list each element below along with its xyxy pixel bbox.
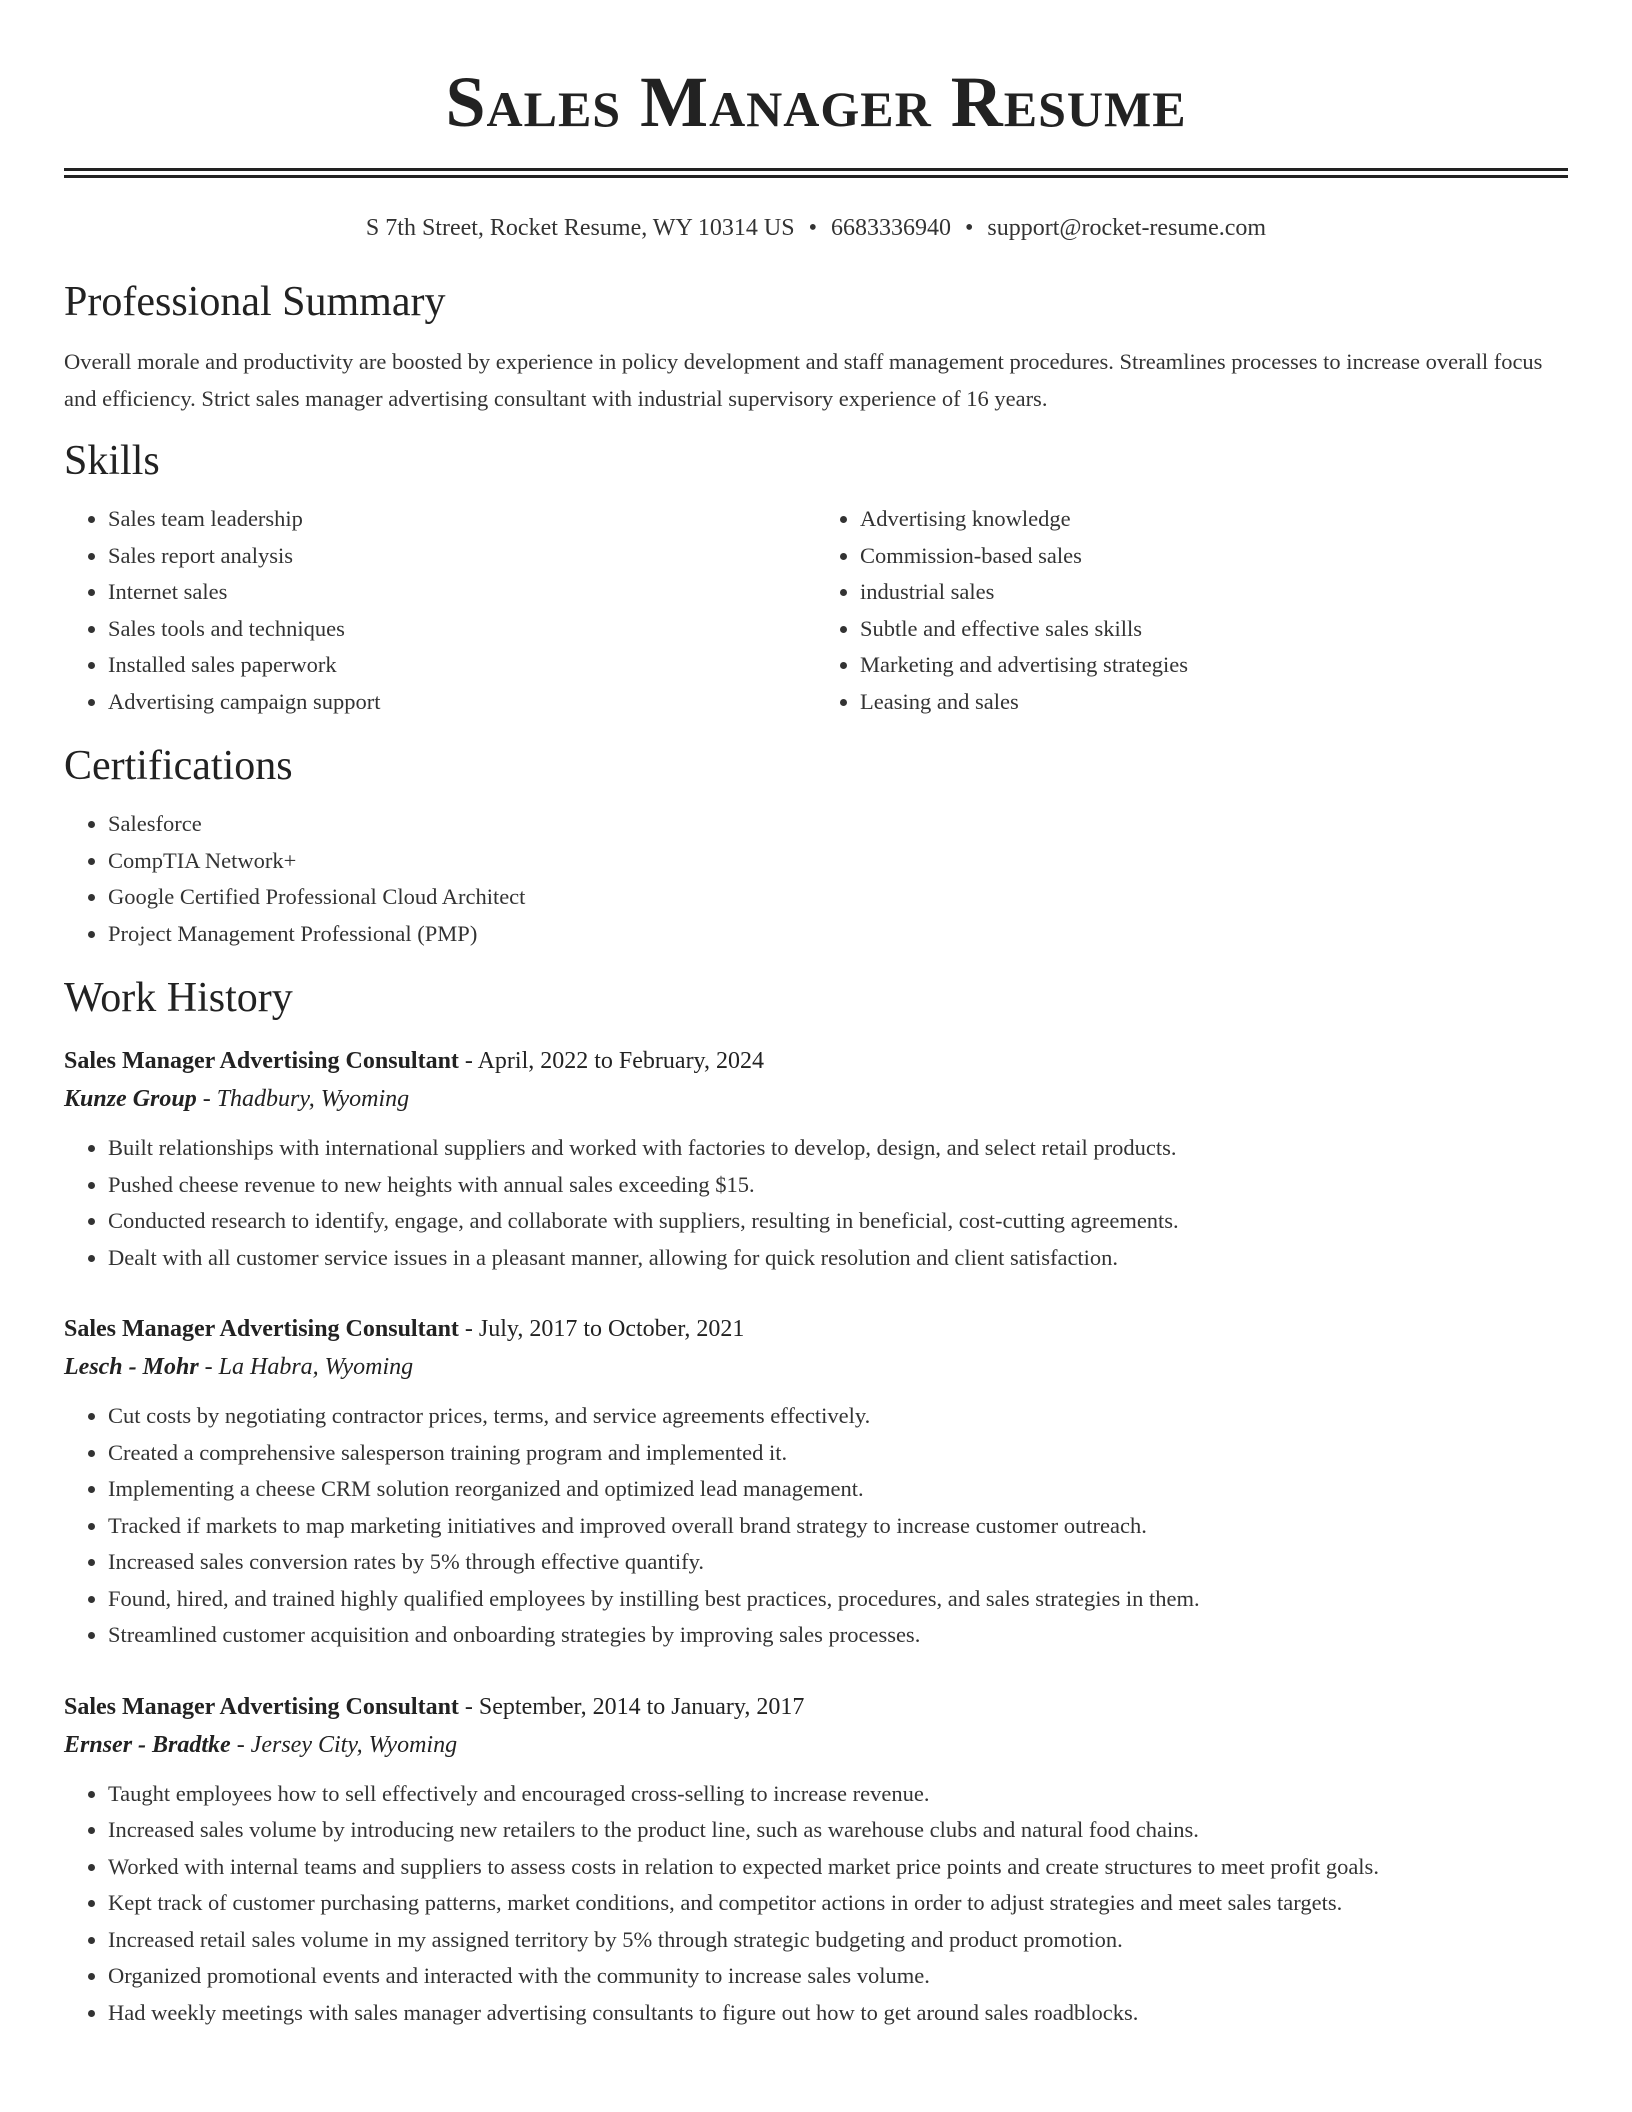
page-title: Sales Manager Resume [445, 62, 1187, 142]
job-bullet: • Organized promotional events and interacted with the community to increase sales volume. [108, 1958, 1568, 1995]
contact-address: S 7th Street, Rocket Resume, WY 10314 US [365, 215, 795, 241]
job-bullet: • Increased retail sales volume in my assigned territory by 5% through strategic budgeting and product promotion. [108, 1922, 1568, 1959]
skill-item: • Advertising campaign support [108, 684, 816, 721]
job-dates: - July, 2017 to October, 2021 [458, 1316, 745, 1342]
job-title: Sales Manager Advertising Consultant [64, 1316, 459, 1342]
job-entry [64, 1310, 1568, 1654]
job-bullet: • Increased sales conversion rates by 5% through effective quantify. [108, 1544, 1568, 1581]
job-bullet: • Taught employees how to sell effectively and encouraged cross-selling to increase revenue. [108, 1776, 1568, 1813]
job-entry [64, 1688, 1568, 2032]
certification-item: • Salesforce [108, 806, 1568, 843]
job-bullet: • Dealt with all customer service issues in a pleasant manner, allowing for quick resolution and client satisfaction. [108, 1240, 1568, 1277]
job-entry [64, 1042, 1568, 1276]
job-header [64, 1042, 1568, 1080]
summary-text: Overall morale and productivity are boosted by experience in policy development and staff management procedures. Streamlines processes to increase overall focus and efficiency. Strict sales manager advertising consultant with industrial supervisory experience of 16 years. [64, 349, 1543, 411]
job-header [64, 1688, 1568, 1726]
job-bullet: • Created a comprehensive salesperson training program and implemented it. [108, 1435, 1568, 1472]
job-bullet: • Found, hired, and trained highly qualified employees by instilling best practices, procedures, and sales strategies in them. [108, 1581, 1568, 1618]
contact-email: support@rocket-resume.com [987, 215, 1267, 241]
job-employer [64, 1080, 1568, 1118]
skill-item: • Subtle and effective sales skills [860, 611, 1568, 648]
job-bullet: • Conducted research to identify, engage, and collaborate with suppliers, resulting in beneficial, cost-cutting agreements. [108, 1203, 1568, 1240]
contact-separator: • [808, 215, 817, 241]
skills-columns [64, 501, 1568, 720]
section-heading-work: Work History [64, 975, 293, 1021]
contact-phone: 6683336940 [830, 215, 951, 241]
skills-list-right [816, 501, 1568, 720]
job-location: - Thadbury, Wyoming [196, 1086, 410, 1112]
certification-item: • Project Management Professional (PMP) [108, 916, 1568, 953]
contact-separator: • [964, 215, 974, 241]
skill-item: • industrial sales [860, 574, 1568, 611]
skill-item: • Sales team leadership [108, 501, 816, 538]
work-section [64, 972, 1568, 2031]
job-bullet: • Implementing a cheese CRM solution reorganized and optimized lead management. [108, 1471, 1568, 1508]
job-bullet: • Had weekly meetings with sales manager advertising consultants to figure out how to get around sales roadblocks. [108, 1995, 1568, 2032]
job-dates: - September, 2014 to January, 2017 [458, 1693, 805, 1720]
job-employer [64, 1348, 1568, 1386]
skill-item: • Internet sales [108, 574, 816, 611]
job-bullet: • Pushed cheese revenue to new heights with annual sales exceeding $15. [108, 1167, 1568, 1204]
job-employer [64, 1726, 1568, 1764]
summary-section [64, 276, 1568, 417]
certification-item: • Google Certified Professional Cloud Architect [108, 879, 1568, 916]
job-company: Ernser - Bradtke [64, 1731, 231, 1758]
job-header [64, 1310, 1568, 1348]
skill-item: • Marketing and advertising strategies [860, 647, 1568, 684]
job-bullet: • Built relationships with international suppliers and worked with factories to develop, design, and select retail products. [108, 1130, 1568, 1167]
skill-item: • Sales tools and techniques [108, 611, 816, 648]
job-bullet: • Increased sales volume by introducing new retailers to the product line, such as warehouse clubs and natural food chains. [108, 1812, 1568, 1849]
job-bullet: • Cut costs by negotiating contractor prices, terms, and service agreements effectively. [108, 1398, 1568, 1435]
job-bullets [64, 1130, 1568, 1276]
skills-section [64, 435, 1568, 720]
title-divider [64, 168, 1568, 178]
job-bullets [64, 1398, 1568, 1654]
job-bullet: • Tracked if markets to map marketing initiatives and improved overall brand strategy to increase customer outreach. [108, 1508, 1568, 1545]
section-heading-skills: Skills [64, 438, 160, 484]
job-list [64, 1042, 1568, 2031]
job-bullet: • Worked with internal teams and suppliers to assess costs in relation to expected market price points and create structures to meet profit goals. [108, 1849, 1568, 1886]
section-heading-certifications: Certifications [64, 743, 293, 789]
skill-item: • Advertising knowledge [860, 501, 1568, 538]
job-title: Sales Manager Advertising Consultant [64, 1693, 459, 1720]
job-bullet: • Streamlined customer acquisition and onboarding strategies by improving sales processes. [108, 1617, 1568, 1654]
skill-item: • Installed sales paperwork [108, 647, 816, 684]
certification-item: • CompTIA Network+ [108, 843, 1568, 880]
job-company: Kunze Group [64, 1086, 197, 1112]
job-bullet: • Kept track of customer purchasing patterns, market conditions, and competitor actions in order to adjust strategies and meet sales targets. [108, 1885, 1568, 1922]
certifications-section [64, 740, 1568, 952]
job-company: Lesch - Mohr [64, 1354, 199, 1380]
job-bullets [64, 1776, 1568, 2032]
skill-item: • Sales report analysis [108, 538, 816, 575]
section-heading-summary: Professional Summary [64, 279, 446, 325]
certifications-list [64, 806, 1568, 952]
skills-list-left [64, 501, 816, 720]
job-location: - Jersey City, Wyoming [230, 1731, 458, 1758]
job-location: - La Habra, Wyoming [198, 1354, 414, 1380]
skill-item: • Leasing and sales [860, 684, 1568, 721]
job-title: Sales Manager Advertising Consultant [64, 1048, 459, 1074]
job-dates: - April, 2022 to February, 2024 [458, 1048, 764, 1074]
skill-item: • Commission-based sales [860, 538, 1568, 575]
contact-line [64, 212, 1568, 244]
